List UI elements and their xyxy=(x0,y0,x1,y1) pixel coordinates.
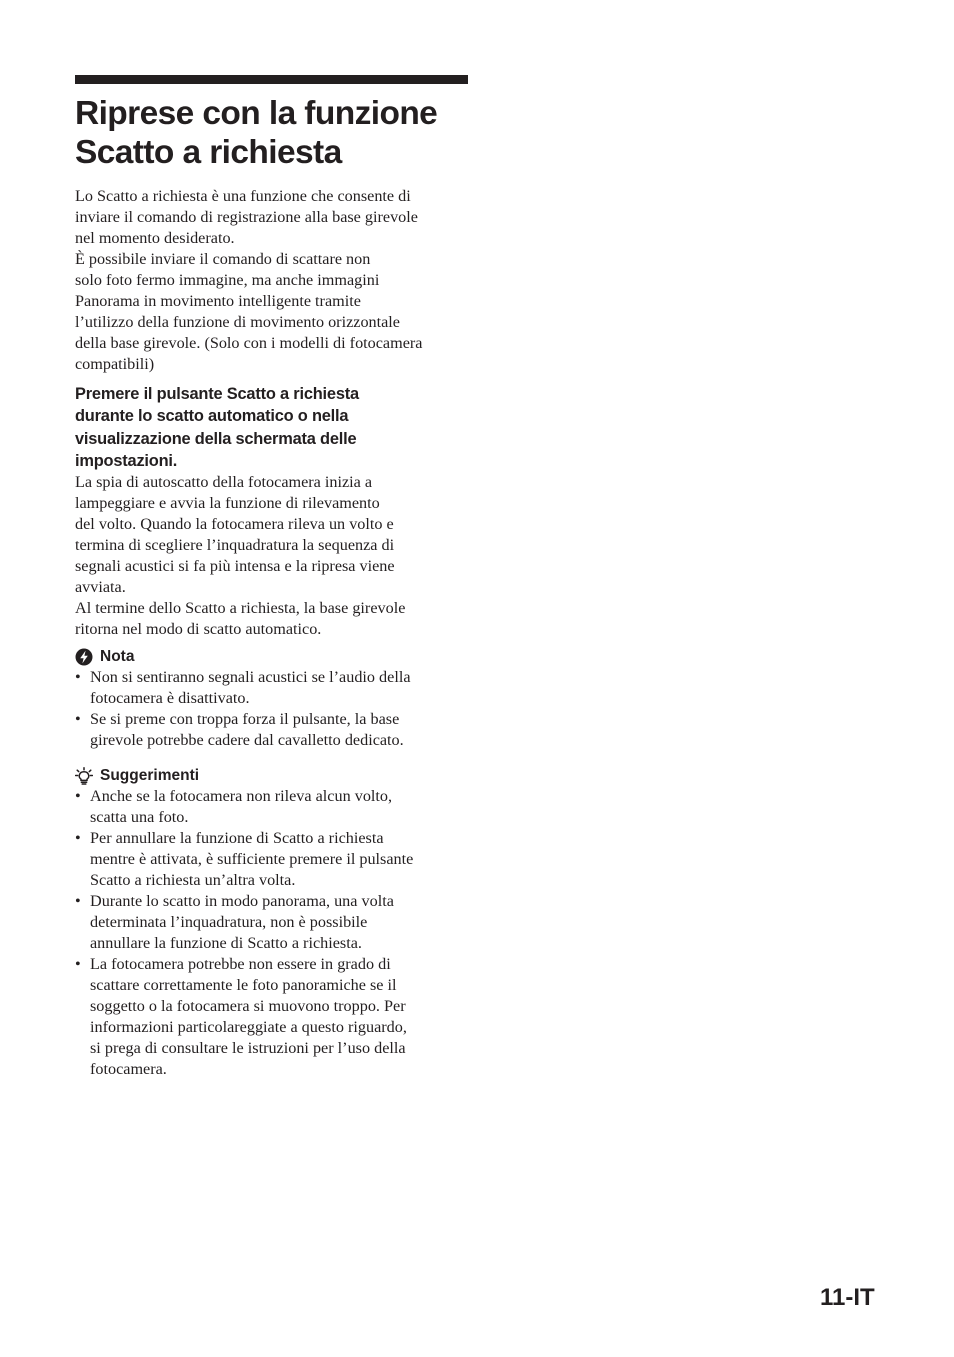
text-line: Al termine dello Scatto a richiesta, la base girevole xyxy=(75,599,406,618)
text-line: soggetto o la fotocamera si muovono troppo. Per xyxy=(90,997,406,1016)
bullet: • xyxy=(75,955,81,974)
text-line: annullare la funzione di Scatto a richiesta. xyxy=(90,934,362,953)
page-number: 11-IT xyxy=(820,1284,875,1311)
text-line: girevole potrebbe cadere dal cavalletto dedicato. xyxy=(90,731,404,750)
text-line: Per annullare la funzione di Scatto a richiesta xyxy=(90,829,384,848)
tips-label: Suggerimenti xyxy=(100,767,200,785)
text-line: determinata l’inquadratura, non è possibile xyxy=(90,913,368,932)
page-title-line: Scatto a richiesta xyxy=(75,134,342,171)
tips-heading xyxy=(75,765,468,786)
text-line: mentre è attivata, è sufficiente premere il pulsante xyxy=(90,850,414,869)
bullet: • xyxy=(75,787,81,806)
text-line: si prega di consultare le istruzioni per l’uso della xyxy=(90,1039,406,1058)
step-heading-line: visualizzazione della schermata delle xyxy=(75,429,357,448)
note-heading xyxy=(75,646,468,667)
list-item xyxy=(75,891,468,954)
text-line: fotocamera è disattivato. xyxy=(90,689,250,708)
bullet: • xyxy=(75,710,81,729)
text-line: ritorna nel modo di scatto automatico. xyxy=(75,620,322,639)
lightbulb-icon xyxy=(75,767,93,785)
step-heading-line: impostazioni. xyxy=(75,451,178,470)
text-line: Anche se la fotocamera non rileva alcun volto, xyxy=(90,787,393,806)
text-line: fotocamera. xyxy=(90,1060,167,1079)
text-line: solo foto fermo immagine, ma anche immagini xyxy=(75,271,380,289)
text-line: inviare il comando di registrazione alla base girevole xyxy=(75,208,418,226)
list-item xyxy=(75,667,468,709)
text-line: Non si sentiranno segnali acustici se l’audio della xyxy=(90,668,411,687)
text-line: termina di scegliere l’inquadratura la sequenza di xyxy=(75,536,395,555)
text-line: È possibile inviare il comando di scattare non xyxy=(75,250,371,268)
content-column xyxy=(75,75,468,1080)
step-body xyxy=(75,472,468,640)
note-list xyxy=(75,667,468,751)
note-icon xyxy=(75,648,93,666)
text-line: l’utilizzo della funzione di movimento orizzontale xyxy=(75,313,400,331)
note-label: Nota xyxy=(100,648,135,666)
bullet: • xyxy=(75,829,81,848)
text-line: Scatto a richiesta un’altra volta. xyxy=(90,871,296,890)
text-line: informazioni particolareggiate a questo riguardo, xyxy=(90,1018,407,1037)
text-line: avviata. xyxy=(75,578,126,597)
bullet: • xyxy=(75,668,81,687)
text-line: Se si preme con troppa forza il pulsante, la base xyxy=(90,710,400,729)
list-item xyxy=(75,954,468,1080)
text-line: La spia di autoscatto della fotocamera inizia a xyxy=(75,473,373,492)
text-line: della base girevole. (Solo con i modelli di fotocamera xyxy=(75,334,423,352)
text-line: nel momento desiderato. xyxy=(75,229,235,247)
text-line: Panorama in movimento intelligente tramite xyxy=(75,292,361,310)
page-title-line: Riprese con la funzione xyxy=(75,95,438,132)
page-title xyxy=(75,94,468,172)
text-line: La fotocamera potrebbe non essere in grado di xyxy=(90,955,391,974)
step-heading-line: durante lo scatto automatico o nella xyxy=(75,407,349,426)
title-rule xyxy=(75,75,468,84)
text-line: Lo Scatto a richiesta è una funzione che consente di xyxy=(75,187,411,205)
text-line: scattare correttamente le foto panoramiche se il xyxy=(90,976,397,995)
list-item xyxy=(75,828,468,891)
text-line: compatibili) xyxy=(75,355,155,373)
text-line: scatta una foto. xyxy=(90,808,189,827)
text-line: del volto. Quando la fotocamera rileva un volto e xyxy=(75,515,394,534)
tips-list xyxy=(75,786,468,1080)
text-line: Durante lo scatto in modo panorama, una volta xyxy=(90,892,394,911)
intro-paragraph xyxy=(75,186,468,375)
bullet: • xyxy=(75,892,81,911)
list-item xyxy=(75,786,468,828)
text-line: lampeggiare e avvia la funzione di rilevamento xyxy=(75,494,380,513)
step-heading-line: Premere il pulsante Scatto a richiesta xyxy=(75,385,359,403)
text-line: segnali acustici si fa più intensa e la ripresa viene xyxy=(75,557,395,576)
list-item xyxy=(75,709,468,751)
step-heading xyxy=(75,383,468,472)
